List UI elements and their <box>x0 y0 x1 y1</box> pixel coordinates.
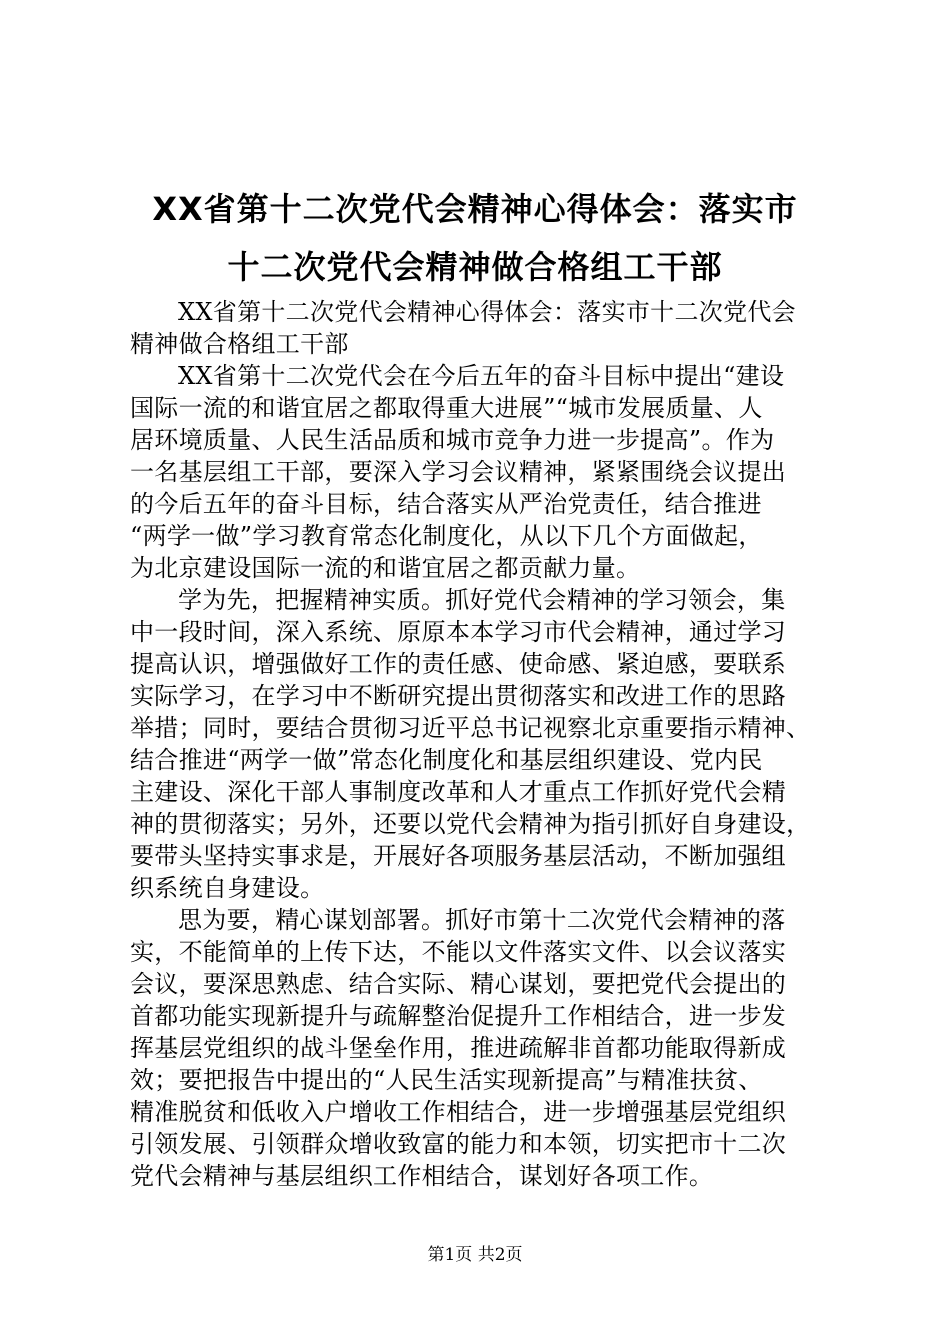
text-line: 为北京建设国际一流的和谐宜居之都贡献力量。 <box>130 554 641 582</box>
text-line: 引领发展、引领群众增收致富的能力和本领，切实把市十二次 <box>130 1130 787 1158</box>
text-line: 要带头坚持实事求是，开展好各项服务基层活动，不断加强组 <box>130 842 787 870</box>
text-line: 效；要把报告中提出的“人民生活实现新提高”与精准扶贫、 <box>130 1066 763 1094</box>
paragraph-2 <box>130 360 830 584</box>
text-line: 提高认识，增强做好工作的责任感、使命感、紧迫感，要联系 <box>130 650 787 678</box>
text-line: 神的贯彻落实；另外，还要以党代会精神为指引抓好自身建设， <box>130 810 811 838</box>
paragraph-3 <box>130 584 830 904</box>
page-number: 第1页 共2页 <box>427 1245 523 1265</box>
title-line-2: 十二次党代会精神做合格组工干部 <box>227 248 723 286</box>
text-line: 举措；同时，要结合贯彻习近平总书记视察北京重要指示精神、 <box>130 714 811 742</box>
text-line: 结合推进“两学一做”常态化制度化和基层组织建设、党内民 <box>130 746 763 774</box>
text-line: XX省第十二次党代会在今后五年的奋斗目标中提出“建设 <box>178 362 785 390</box>
text-line: 挥基层党组织的战斗堡垒作用，推进疏解非首都功能取得新成 <box>130 1034 787 1062</box>
text-line: 主建设、深化干部人事制度改革和人才重点工作抓好党代会精 <box>130 778 787 806</box>
text-line: 中一段时间，深入系统、原原本本学习市代会精神，通过学习 <box>130 618 787 646</box>
page-footer <box>0 1243 950 1267</box>
text-line: XX省第十二次党代会精神心得体会：落实市十二次党代会 <box>178 298 796 326</box>
text-line: 的今后五年的奋斗目标，结合落实从严治党责任，结合推进 <box>130 490 762 518</box>
document-body <box>130 296 830 1192</box>
text-line: 国际一流的和谐宜居之都取得重大进展”“城市发展质量、人 <box>130 394 763 422</box>
text-line: 首都功能实现新提升与疏解整治促提升工作相结合，进一步发 <box>130 1002 787 1030</box>
paragraph-4 <box>130 904 830 1192</box>
document-title <box>120 180 830 296</box>
text-line: 居环境质量、人民生活品质和城市竞争力进一步提高”。作为 <box>130 426 775 454</box>
text-line: 一名基层组工干部，要深入学习会议精神，紧紧围绕会议提出 <box>130 458 787 486</box>
paragraph-1 <box>130 296 830 360</box>
title-line-1: XX省第十二次党代会精神心得体会：落实市 <box>152 190 798 228</box>
text-line: 精准脱贫和低收入户增收工作相结合，进一步增强基层党组织 <box>130 1098 787 1126</box>
text-line: 思为要，精心谋划部署。抓好市第十二次党代会精神的落 <box>178 906 786 934</box>
text-line: 学为先，把握精神实质。抓好党代会精神的学习领会，集 <box>178 586 786 614</box>
text-line: 实，不能简单的上传下达，不能以文件落实文件、以会议落实 <box>130 938 787 966</box>
text-line: 精神做合格组工干部 <box>130 330 349 358</box>
text-line: 实际学习，在学习中不断研究提出贯彻落实和改进工作的思路 <box>130 682 787 710</box>
text-line: 党代会精神与基层组织工作相结合，谋划好各项工作。 <box>130 1162 714 1190</box>
text-line: 织系统自身建设。 <box>130 874 325 902</box>
text-line: 会议，要深思熟虑、结合实际、精心谋划，要把党代会提出的 <box>130 970 787 998</box>
text-line: “两学一做”学习教育常态化制度化，从以下几个方面做起， <box>130 522 763 550</box>
